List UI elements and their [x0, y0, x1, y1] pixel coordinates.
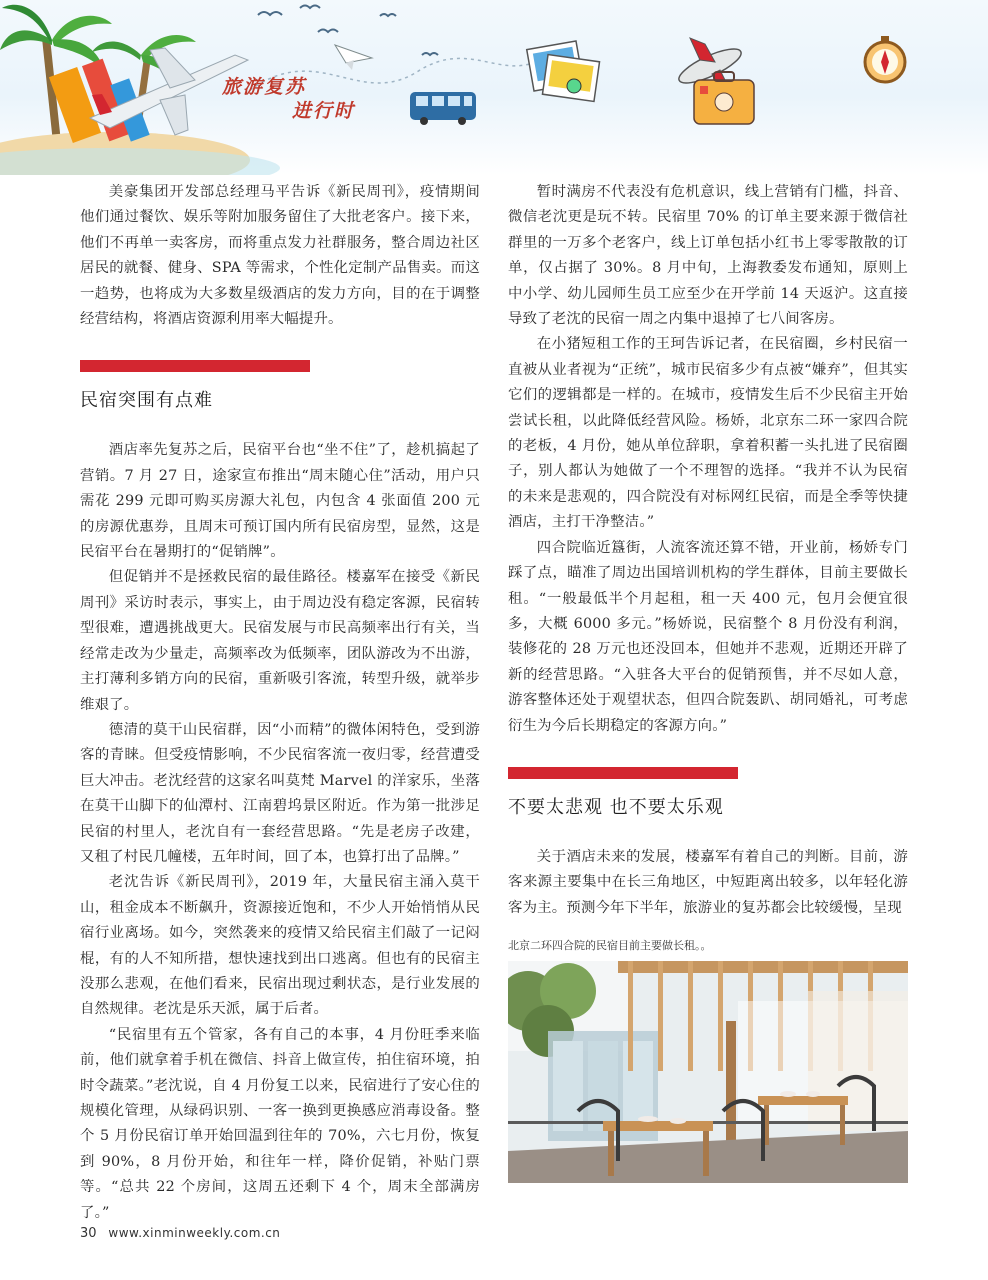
photo-caption: 北京二环四合院的民宿目前主要做长租。。	[508, 939, 712, 953]
bus-icon	[410, 92, 476, 125]
photo-stack-icon	[527, 41, 600, 101]
paragraph: 在小猪短租工作的王珂告诉记者，在民宿圈，乡村民宿一直被从业者视为“正统”，城市民宿多少有点被“嫌弃”，但其实它们的逻辑都是一样的。在城市，疫情发生后不少民宿主开始尝试长租，以此降低经营风险。杨娇，北京东二环一家四合院的老板，4 月份，她从单位辞职，拿着积蓄一头扎进了民宿圈子，别人都认为她做了一个不理智的选择。“我并不认为民宿的未来是悲观的，四合院没有对标网红民宿，而是全季等快捷酒店，主打干净整洁。”	[508, 336, 908, 531]
courtyard-photo	[508, 961, 908, 1183]
section-bar	[508, 767, 738, 779]
paragraph: 但促销并不是拯救民宿的最佳路径。楼嘉军在接受《新民周刊》采访时表示，事实上，由于周边没有稳定客源，民宿转型很难，遭遇挑战更大。民宿发展与市民高频率出行有关，当经常走改为少量走，高频率改为低频率，团队游改为不出游，主打薄利多销方向的民宿，重新吸引客流，转型升级，就举步维艰了。	[80, 569, 480, 713]
section-bar	[80, 360, 310, 372]
page-footer	[80, 1226, 280, 1241]
bird-icon	[258, 6, 438, 56]
section-heading: 民宿突围有点难	[80, 390, 213, 412]
paragraph: 暂时满房不代表没有危机意识，线上营销有门槛，抖音、微信老沈更是玩不转。民宿里 70% 的订单主要来源于微信社群里的一万多个老客户，线上订单包括小红书上零零散散的订单，仅占据了 30%。8 月中旬，上海教委发布通知，原则上中小学、幼儿园师生员工应至少在开学前 14 天返沪。这直接导致了老沈的民宿一周之内集中退掉了七八间客房。	[508, 184, 908, 328]
suitcase-icon	[694, 72, 754, 124]
left-column	[80, 180, 480, 1226]
section-heading: 不要太悲观 也不要太乐观	[508, 796, 724, 818]
paragraph: 德清的莫干山民宿群，因“小而精”的微体闲特色，受到游客的青睐。但受疫情影响，不少民宿客流一夜归零，经营遭受巨大冲击。老沈经营的这家名叫莫梵 Marvel 的洋家乐，坐落在莫干山脚下的仙潭村、江南碧坞景区附近。作为第一批涉足民宿的村里人，老沈自有一套经营思路。“先是老房子改建，又租了村民几幢楼，五年时间，回了本，也算打出了品牌。”	[80, 721, 480, 865]
paragraph: 美豪集团开发部总经理马平告诉《新民周刊》，疫情期间他们通过餐饮、娱乐等附加服务留住了大批老客户。接下来，他们不再单一卖客房，而将重点发力社群服务，整合周边社区居民的就餐、健身、SPA 等需求，个性化定制产品售卖。而这一趋势，也将成为大多数星级酒店的发力方向，目的在于调整经营结构，将酒店资源利用率大幅提升。	[80, 184, 480, 328]
paragraph: “民宿里有五个管家，各有自己的本事，4 月份旺季来临前，他们就拿着手机在微信、抖音上做宣传，拍住宿环境，拍时令蔬菜。”老沈说，自 4 月份复工以来，民宿进行了安心住的规模化管理，从绿码识别、一客一换到更换感应消毒设备。整个 5 月份民宿订单开始回温到往年的 70%，六七月份，恢复到 90%，8 月份开始，和往年一样，降价促销，补贴门票等。“总共 22 个房间，这周五还剩下 4 个，周末全部满房了。”	[80, 1026, 480, 1221]
paragraph: 酒店率先复苏之后，民宿平台也“坐不住”了，趁机搞起了营销。7 月 27 日，途家宣布推出“周末随心住”活动，用户只需花 299 元即可购买房源大礼包，内包含 4 张面值 200 元的房源优惠券，且周末可预订国内所有民宿房型，显然，这是民宿平台在暑期打的“促销牌”。	[80, 442, 480, 561]
website-url: www.xinminweekly.com.cn	[108, 1226, 281, 1240]
paragraph: 关于酒店未来的发展，楼嘉军有着自己的判断。目前，游客来源主要集中在长三角地区，中短距离出较多，以年轻化游客为主。预测今年下半年，旅游业的复苏都会比较缓慢，呈现	[508, 848, 908, 916]
paragraph: 四合院临近簋街，人流客流还算不错，开业前，杨娇专门踩了点，瞄准了周边出国培训机构的学生群体，目前主要做长租。“一般最低半个月起租，租一天 400 元，包月会便宜很多，大概 6000 多元。”杨娇说，民宿整个 8 月份没有利润，装修花的 28 万元也还没回本，但她并不悲观，近期还开辟了新的经营思路。“入驻各大平台的促销预售，并不尽如人意，游客整体还处于观望状态，但四合院轰趴、胡同婚礼，可考虑衍生为今后长期稳定的客源方向。”	[508, 539, 908, 734]
banner-title-line1: 旅游复苏	[222, 76, 307, 98]
right-column	[508, 180, 908, 1183]
paragraph: 老沈告诉《新民周刊》，2019 年，大量民宿主涌入莫干山，租金成本不断飙升，资源接近饱和，不少人开始悄悄从民宿行业离场。如今，突然袭来的疫情又给民宿主们敲了一记闷棍，有的人不知所措，想快速找到出口逃离。但也有的民宿主没那么悲观，在他们看来，民宿出现过剩状态，是行业发展的自然规律。老沈是乐天派，属于后者。	[80, 874, 480, 1018]
banner-title-line2: 进行时	[292, 100, 356, 122]
travel-banner	[0, 0, 988, 175]
page-number: 30	[80, 1226, 97, 1241]
paper-plane-icon	[335, 45, 372, 70]
compass-icon	[865, 36, 905, 82]
banner-illustration	[0, 0, 988, 175]
